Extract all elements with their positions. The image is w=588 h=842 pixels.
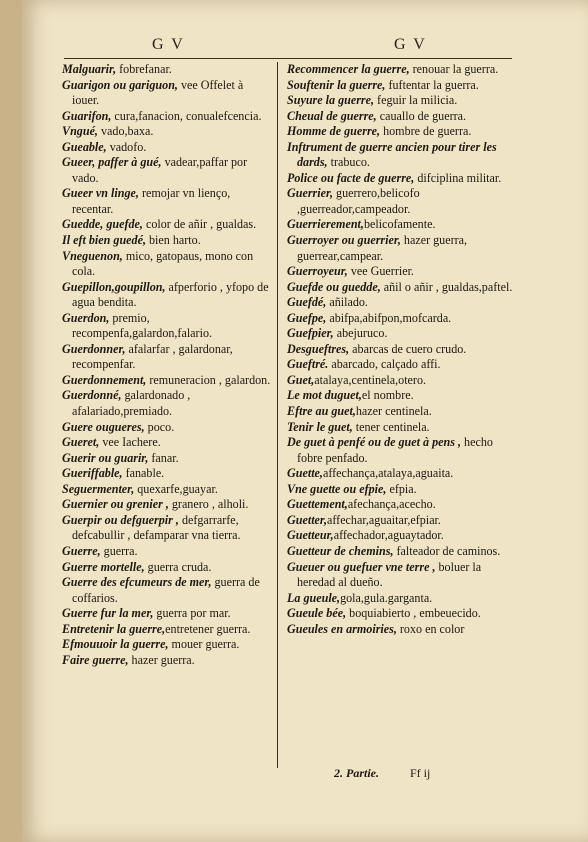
entry-definition: vee Guerrier.: [347, 264, 414, 279]
entry-definition: fanable.: [122, 466, 165, 481]
entry-definition: guerrero,belicofo ,guerreador,campeador.: [297, 186, 420, 216]
entry-definition: fanar.: [148, 450, 179, 465]
entry-headword: Guerroyeur,: [287, 264, 348, 279]
dictionary-entry: [62, 78, 272, 109]
entry-definition: bien harto.: [145, 233, 201, 248]
entry-headword: Homme de guerre,: [287, 124, 381, 139]
dictionary-entry: [62, 388, 272, 419]
entry-definition: efpia.: [386, 481, 417, 496]
entry-definition: granero , alholi.: [168, 497, 249, 512]
entry-definition: defgarrarfe, defcabullir , defamparar vna tierra.: [72, 512, 241, 543]
dictionary-entry: [62, 155, 272, 186]
entry-definition: cauallo de guerra.: [376, 108, 467, 123]
dictionary-entry: [287, 420, 513, 436]
entry-headword: Suyure la guerre,: [287, 93, 375, 108]
entry-headword: Guetteur de chemins,: [287, 543, 394, 558]
dictionary-entry: [287, 217, 513, 233]
running-header: [22, 36, 588, 54]
entry-headword: Efmouuoir la guerre,: [62, 637, 169, 652]
entry-headword: Il eft bien guedé,: [62, 233, 146, 248]
entry-definition: fobrefanar.: [116, 62, 172, 76]
entry-headword: Gueable,: [62, 139, 107, 154]
dictionary-entry: [62, 513, 272, 544]
entry-definition: hazer guerra.: [128, 652, 195, 667]
entry-headword: Gueer, paffer à gué,: [62, 155, 162, 170]
entry-headword: Guerre fur la mer,: [62, 606, 154, 621]
entry-headword: Guerre,: [62, 543, 101, 558]
entry-headword: Guarifon,: [62, 108, 112, 123]
entry-headword: Cheual de guerre,: [287, 108, 377, 123]
dictionary-entry: [287, 388, 513, 404]
entry-definition: mouer guerra.: [168, 637, 240, 652]
entry-headword: Guet,: [287, 372, 315, 387]
dictionary-entry: [62, 653, 272, 669]
entry-headword: La gueule,: [287, 590, 341, 605]
dictionary-entry: [287, 622, 513, 638]
entry-headword: Gueule bée,: [287, 606, 347, 621]
dictionary-entry: [287, 342, 513, 358]
entry-headword: Desgueftres,: [287, 341, 350, 356]
entry-headword: Guerdon,: [62, 310, 110, 325]
entry-headword: Guefpier,: [287, 326, 334, 341]
entry-headword: Guerroyer ou guerrier,: [287, 233, 401, 248]
entry-definition: color de añir , gualdas.: [142, 217, 257, 232]
entry-headword: Guerdonner,: [62, 341, 126, 356]
dictionary-entry: [62, 482, 272, 498]
dictionary-entry: [62, 420, 272, 436]
dictionary-entry: [62, 560, 272, 576]
entry-definition: belicofamente.: [363, 217, 436, 232]
entry-headword: Entretenir la guerre,: [62, 621, 166, 636]
dictionary-entry: [287, 93, 513, 109]
dictionary-entry: [62, 186, 272, 217]
entry-headword: Gueuer ou guefuer vne terre ,: [287, 559, 436, 574]
entry-definition: el nombre.: [361, 388, 414, 403]
entry-definition: hazer centinela.: [355, 404, 432, 419]
dictionary-entry: [287, 62, 513, 78]
entry-headword: De guet à penfé ou de guet à pens ,: [287, 435, 462, 450]
dictionary-entry: [62, 497, 272, 513]
entry-headword: Vneguenon,: [62, 248, 123, 263]
entry-headword: Guerre des efcumeurs de mer,: [62, 575, 212, 590]
entry-headword: Gueret,: [62, 435, 100, 450]
entry-headword: Guepillon,goupillon,: [62, 279, 166, 294]
entry-definition: entretener guerra.: [165, 621, 251, 636]
entry-definition: gola,gula.garganta.: [340, 590, 433, 605]
dictionary-entry: [287, 78, 513, 94]
dictionary-entry: [287, 373, 513, 389]
dictionary-entry: [62, 249, 272, 280]
signature-mark: Ff ij: [410, 766, 431, 780]
dictionary-entry: [62, 109, 272, 125]
entry-definition: remojar vn lienço, recentar.: [72, 186, 231, 216]
entry-headword: Guerdonné,: [62, 388, 122, 403]
entry-headword: Guerrierement,: [287, 217, 364, 232]
dictionary-entry: [62, 342, 272, 373]
entry-headword: Guefdé,: [287, 295, 327, 310]
page-footer: [334, 766, 430, 781]
entry-definition: quexarfe,guayar.: [134, 481, 218, 496]
dictionary-entry: [287, 606, 513, 622]
entry-headword: Guere ougueres,: [62, 419, 145, 434]
dictionary-entry: [287, 295, 513, 311]
entry-headword: Guette,: [287, 466, 323, 481]
dictionary-entry: [287, 497, 513, 513]
entry-headword: Recommencer la guerre,: [287, 62, 410, 76]
entry-definition: cura,fanacion, conualefcencia.: [111, 108, 262, 123]
entry-headword: Gueriffable,: [62, 466, 123, 481]
entry-definition: afperforio , yfopo de agua bendita.: [72, 279, 269, 310]
dictionary-entry: [62, 124, 272, 140]
entry-headword: Guernier ou grenier ,: [62, 497, 169, 512]
entry-definition: guerra cruda.: [144, 559, 212, 574]
entry-headword: Guerre mortelle,: [62, 559, 145, 574]
dictionary-entry: [287, 171, 513, 187]
entry-headword: Vngué,: [62, 124, 98, 139]
entry-definition: galardonado , afalariado,premiado.: [72, 388, 191, 419]
dictionary-entry: [287, 280, 513, 296]
dictionary-entry: [62, 280, 272, 311]
part-label: 2. Partie.: [334, 766, 379, 780]
dictionary-entry: [62, 435, 272, 451]
entry-definition: affechança,atalaya,aguaita.: [322, 466, 454, 481]
entry-headword: Guetteur,: [287, 528, 334, 543]
dictionary-entry: [62, 544, 272, 560]
entry-definition: renouar la guerra.: [409, 62, 499, 76]
entry-headword: Guarigon ou gariguon,: [62, 77, 178, 92]
dictionary-entry: [287, 264, 513, 280]
right-column: [287, 62, 513, 637]
entry-headword: Guefde ou guedde,: [287, 279, 381, 294]
entry-headword: Guefpe,: [287, 310, 327, 325]
entry-headword: Malguarir,: [62, 62, 117, 76]
entry-definition: abarcas de cuero crudo.: [349, 341, 467, 356]
dictionary-entry: [62, 233, 272, 249]
dictionary-entry: [287, 357, 513, 373]
entry-headword: Le mot duguet,: [287, 388, 362, 403]
entry-headword: Seguermenter,: [62, 481, 135, 496]
dictionary-entry: [62, 373, 272, 389]
entry-definition: hazer guerra, guerrear,campear.: [297, 233, 468, 263]
entry-headword: Tenir le guet,: [287, 419, 353, 434]
entry-headword: Police ou facte de guerre,: [287, 170, 415, 185]
entry-headword: Vne guette ou efpie,: [287, 481, 387, 496]
entry-headword: Guetter,: [287, 512, 327, 527]
entry-definition: añil o añir , gualdas,paftel.: [380, 279, 513, 294]
entry-definition: boquiabierto , embeuecido.: [346, 606, 481, 621]
dictionary-entry: [287, 560, 513, 591]
entry-definition: difciplina militar.: [414, 170, 502, 185]
dictionary-entry: [287, 466, 513, 482]
entry-definition: afalarfar , galardonar, recompenfar.: [72, 341, 233, 372]
entry-headword: Gueftré.: [287, 357, 329, 372]
dictionary-entry: [62, 622, 272, 638]
dictionary-entry: [62, 637, 272, 653]
dictionary-page: [22, 0, 588, 842]
dictionary-entry: [62, 451, 272, 467]
header-left: G V: [152, 36, 185, 53]
entry-headword: Souftenir la guerre,: [287, 77, 386, 92]
entry-definition: afechança,acecho.: [347, 497, 436, 512]
entry-definition: atalaya,centinela,otero.: [314, 372, 427, 387]
entry-definition: remuneracion , galardon.: [146, 372, 271, 387]
dictionary-entry: [287, 124, 513, 140]
dictionary-entry: [287, 513, 513, 529]
entry-definition: tener centinela.: [352, 419, 430, 434]
entry-definition: abejuruco.: [333, 326, 388, 341]
dictionary-entry: [62, 217, 272, 233]
entry-definition: abifpa,abifpon,mofcarda.: [326, 310, 452, 325]
entry-definition: vee Iachere.: [99, 435, 161, 450]
dictionary-entry: [62, 62, 272, 78]
dictionary-entry: [287, 435, 513, 466]
entry-headword: Guedde, guefde,: [62, 217, 143, 232]
entry-definition: affechar,aguaitar,efpiar.: [326, 512, 441, 527]
entry-definition: falteador de caminos.: [393, 543, 501, 558]
entry-definition: premio, recompenfa,galardon,falario.: [72, 310, 213, 341]
entry-headword: Gueer vn linge,: [62, 186, 139, 201]
entry-headword: Guerdonnement,: [62, 372, 147, 387]
entry-definition: roxo en color: [396, 621, 465, 636]
dictionary-entry: [287, 233, 513, 264]
dictionary-entry: [62, 466, 272, 482]
left-column: [62, 62, 272, 668]
dictionary-entry: [287, 482, 513, 498]
entry-definition: affechador,aguaytador.: [333, 528, 444, 543]
dictionary-entry: [287, 528, 513, 544]
dictionary-entry: [62, 575, 272, 606]
entry-definition: vee Offelet à iouer.: [72, 77, 244, 108]
entry-definition: vado,baxa.: [97, 124, 154, 139]
dictionary-entry: [62, 311, 272, 342]
dictionary-entry: [62, 606, 272, 622]
entry-headword: Guerpir ou defguerpir ,: [62, 512, 179, 527]
header-right: G V: [394, 36, 427, 53]
dictionary-entry: [287, 186, 513, 217]
entry-headword: Faire guerre,: [62, 652, 129, 667]
entry-definition: hecho fobre penfado.: [297, 435, 493, 465]
entry-headword: Guerrier,: [287, 186, 334, 201]
entry-headword: Eftre au guet,: [287, 404, 356, 419]
dictionary-entry: [287, 544, 513, 560]
entry-headword: Inftrument de guerre ancien pour tirer les dards,: [287, 139, 497, 170]
entry-headword: Guettement,: [287, 497, 348, 512]
entry-definition: poco.: [144, 419, 175, 434]
entry-definition: vadofo.: [106, 139, 147, 154]
entry-definition: guerra por mar.: [153, 606, 231, 621]
entry-definition: fuftentar la guerra.: [385, 77, 479, 92]
dictionary-entry: [62, 140, 272, 156]
entry-definition: feguir la milicia.: [374, 93, 458, 108]
entry-definition: vadear,paffar por vado.: [72, 155, 248, 185]
entry-definition: hombre de guerra.: [380, 124, 472, 139]
entry-definition: trabuco.: [327, 155, 370, 170]
entry-headword: Gueules en armoiries,: [287, 621, 397, 636]
entry-definition: guerra de coffarios.: [72, 575, 260, 605]
dictionary-entry: [287, 140, 513, 171]
dictionary-entry: [287, 591, 513, 607]
dictionary-entry: [287, 109, 513, 125]
entry-definition: boluer la heredad al dueño.: [297, 559, 482, 590]
dictionary-entry: [287, 311, 513, 327]
entry-definition: abarcado, calçado affi.: [328, 357, 441, 372]
entry-definition: mico, gatopaus, mono con cola.: [72, 248, 254, 279]
column-divider: [277, 62, 278, 768]
header-rule: [64, 58, 512, 59]
dictionary-entry: [287, 404, 513, 420]
entry-definition: añilado.: [326, 295, 368, 310]
entry-headword: Guerir ou guarir,: [62, 450, 149, 465]
entry-definition: guerra.: [100, 543, 138, 558]
dictionary-entry: [287, 326, 513, 342]
